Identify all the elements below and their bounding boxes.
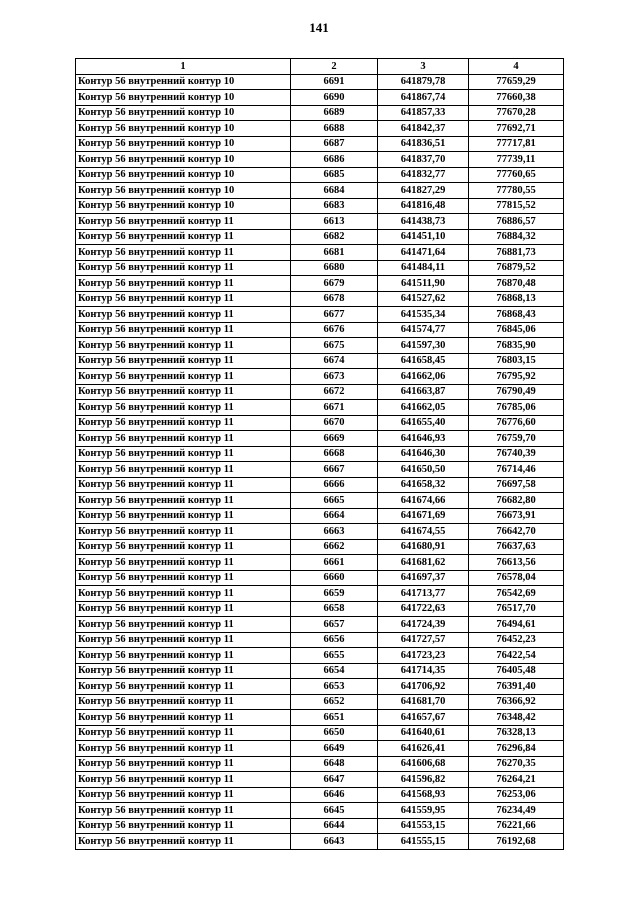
y-coordinate-cell: 76868,13	[469, 291, 564, 307]
point-number-cell: 6672	[291, 384, 378, 400]
point-number-cell: 6679	[291, 276, 378, 292]
table-row	[76, 291, 564, 307]
table-row	[76, 245, 564, 261]
table-row	[76, 601, 564, 617]
table-row	[76, 276, 564, 292]
x-coordinate-cell: 641626,41	[378, 741, 469, 757]
table-row	[76, 772, 564, 788]
y-coordinate-cell: 76405,48	[469, 663, 564, 679]
y-coordinate-cell: 76234,49	[469, 803, 564, 819]
contour-name-cell: Контур 56 внутренний контур 11	[76, 462, 291, 478]
contour-name-cell: Контур 56 внутренний контур 11	[76, 524, 291, 540]
point-number-cell: 6645	[291, 803, 378, 819]
point-number-cell: 6663	[291, 524, 378, 540]
coordinates-table	[75, 58, 564, 850]
contour-name-cell: Контур 56 внутренний контур 11	[76, 291, 291, 307]
contour-name-cell: Контур 56 внутренний контур 11	[76, 307, 291, 323]
y-coordinate-cell: 77660,38	[469, 90, 564, 106]
y-coordinate-cell: 76296,84	[469, 741, 564, 757]
x-coordinate-cell: 641597,30	[378, 338, 469, 354]
point-number-cell: 6666	[291, 477, 378, 493]
table-row	[76, 648, 564, 664]
point-number-cell: 6678	[291, 291, 378, 307]
table-row	[76, 493, 564, 509]
y-coordinate-cell: 76740,39	[469, 446, 564, 462]
contour-name-cell: Контур 56 внутренний контур 11	[76, 260, 291, 276]
contour-name-cell: Контур 56 внутренний контур 11	[76, 214, 291, 230]
contour-name-cell: Контур 56 внутренний контур 11	[76, 632, 291, 648]
contour-name-cell: Контур 56 внутренний контур 11	[76, 508, 291, 524]
point-number-cell: 6669	[291, 431, 378, 447]
point-number-cell: 6656	[291, 632, 378, 648]
contour-name-cell: Контур 56 внутренний контур 11	[76, 539, 291, 555]
table-row	[76, 229, 564, 245]
y-coordinate-cell: 76776,60	[469, 415, 564, 431]
x-coordinate-cell: 641816,48	[378, 198, 469, 214]
y-coordinate-cell: 76642,70	[469, 524, 564, 540]
point-number-cell: 6667	[291, 462, 378, 478]
point-number-cell: 6686	[291, 152, 378, 168]
y-coordinate-cell: 76795,92	[469, 369, 564, 385]
y-coordinate-cell: 76578,04	[469, 570, 564, 586]
point-number-cell: 6654	[291, 663, 378, 679]
contour-name-cell: Контур 56 внутренний контур 11	[76, 648, 291, 664]
x-coordinate-cell: 641438,73	[378, 214, 469, 230]
x-coordinate-cell: 641568,93	[378, 787, 469, 803]
point-number-cell: 6648	[291, 756, 378, 772]
point-number-cell: 6668	[291, 446, 378, 462]
table-row	[76, 353, 564, 369]
point-number-cell: 6659	[291, 586, 378, 602]
table-row	[76, 167, 564, 183]
table-row	[76, 539, 564, 555]
x-coordinate-cell: 641671,69	[378, 508, 469, 524]
contour-name-cell: Контур 56 внутренний контур 11	[76, 787, 291, 803]
contour-name-cell: Контур 56 внутренний контур 11	[76, 446, 291, 462]
table-row	[76, 338, 564, 354]
point-number-cell: 6662	[291, 539, 378, 555]
point-number-cell: 6683	[291, 198, 378, 214]
x-coordinate-cell: 641527,62	[378, 291, 469, 307]
table-row	[76, 307, 564, 323]
y-coordinate-cell: 77659,29	[469, 74, 564, 90]
table-row	[76, 198, 564, 214]
table-row	[76, 818, 564, 834]
table-row	[76, 415, 564, 431]
y-coordinate-cell: 76785,06	[469, 400, 564, 416]
x-coordinate-cell: 641484,11	[378, 260, 469, 276]
y-coordinate-cell: 76845,06	[469, 322, 564, 338]
contour-name-cell: Контур 56 внутренний контур 11	[76, 741, 291, 757]
contour-name-cell: Контур 56 внутренний контур 11	[76, 431, 291, 447]
point-number-cell: 6613	[291, 214, 378, 230]
table-row	[76, 586, 564, 602]
contour-name-cell: Контур 56 внутренний контур 11	[76, 415, 291, 431]
point-number-cell: 6652	[291, 694, 378, 710]
column-header-2: 2	[291, 59, 378, 75]
contour-name-cell: Контур 56 внутренний контур 11	[76, 834, 291, 850]
contour-name-cell: Контур 56 внутренний контур 10	[76, 183, 291, 199]
point-number-cell: 6681	[291, 245, 378, 261]
y-coordinate-cell: 76803,15	[469, 353, 564, 369]
table-row	[76, 741, 564, 757]
x-coordinate-cell: 641836,51	[378, 136, 469, 152]
x-coordinate-cell: 641722,63	[378, 601, 469, 617]
contour-name-cell: Контур 56 внутренний контур 10	[76, 152, 291, 168]
y-coordinate-cell: 76517,70	[469, 601, 564, 617]
y-coordinate-cell: 77815,52	[469, 198, 564, 214]
x-coordinate-cell: 641655,40	[378, 415, 469, 431]
point-number-cell: 6651	[291, 710, 378, 726]
x-coordinate-cell: 641640,61	[378, 725, 469, 741]
y-coordinate-cell: 76759,70	[469, 431, 564, 447]
contour-name-cell: Контур 56 внутренний контур 11	[76, 725, 291, 741]
table-row	[76, 183, 564, 199]
contour-name-cell: Контур 56 внутренний контур 11	[76, 276, 291, 292]
x-coordinate-cell: 641681,62	[378, 555, 469, 571]
contour-name-cell: Контур 56 внутренний контур 10	[76, 136, 291, 152]
contour-name-cell: Контур 56 внутренний контур 11	[76, 322, 291, 338]
y-coordinate-cell: 76494,61	[469, 617, 564, 633]
y-coordinate-cell: 76714,46	[469, 462, 564, 478]
x-coordinate-cell: 641535,34	[378, 307, 469, 323]
table-row	[76, 725, 564, 741]
y-coordinate-cell: 76253,06	[469, 787, 564, 803]
point-number-cell: 6661	[291, 555, 378, 571]
table-row	[76, 384, 564, 400]
y-coordinate-cell: 77670,28	[469, 105, 564, 121]
y-coordinate-cell: 77717,81	[469, 136, 564, 152]
column-header-4: 4	[469, 59, 564, 75]
x-coordinate-cell: 641606,68	[378, 756, 469, 772]
y-coordinate-cell: 77760,65	[469, 167, 564, 183]
x-coordinate-cell: 641596,82	[378, 772, 469, 788]
contour-name-cell: Контур 56 внутренний контур 11	[76, 338, 291, 354]
x-coordinate-cell: 641713,77	[378, 586, 469, 602]
contour-name-cell: Контур 56 внутренний контур 11	[76, 663, 291, 679]
x-coordinate-cell: 641857,33	[378, 105, 469, 121]
table-row	[76, 446, 564, 462]
x-coordinate-cell: 641511,90	[378, 276, 469, 292]
table-row	[76, 803, 564, 819]
x-coordinate-cell: 641574,77	[378, 322, 469, 338]
point-number-cell: 6691	[291, 74, 378, 90]
contour-name-cell: Контур 56 внутренний контур 11	[76, 679, 291, 695]
x-coordinate-cell: 641646,30	[378, 446, 469, 462]
contour-name-cell: Контур 56 внутренний контур 11	[76, 353, 291, 369]
contour-name-cell: Контур 56 внутренний контур 11	[76, 570, 291, 586]
x-coordinate-cell: 641832,77	[378, 167, 469, 183]
x-coordinate-cell: 641714,35	[378, 663, 469, 679]
contour-name-cell: Контур 56 внутренний контур 11	[76, 400, 291, 416]
y-coordinate-cell: 76264,21	[469, 772, 564, 788]
x-coordinate-cell: 641555,15	[378, 834, 469, 850]
y-coordinate-cell: 76613,56	[469, 555, 564, 571]
y-coordinate-cell: 76328,13	[469, 725, 564, 741]
x-coordinate-cell: 641681,70	[378, 694, 469, 710]
point-number-cell: 6685	[291, 167, 378, 183]
contour-name-cell: Контур 56 внутренний контур 11	[76, 555, 291, 571]
table-row	[76, 694, 564, 710]
table-row	[76, 400, 564, 416]
table-row	[76, 322, 564, 338]
table-row	[76, 462, 564, 478]
contour-name-cell: Контур 56 внутренний контур 10	[76, 90, 291, 106]
x-coordinate-cell: 641697,37	[378, 570, 469, 586]
point-number-cell: 6650	[291, 725, 378, 741]
table-row	[76, 431, 564, 447]
y-coordinate-cell: 76790,49	[469, 384, 564, 400]
table-row	[76, 524, 564, 540]
table-row	[76, 617, 564, 633]
y-coordinate-cell: 76881,73	[469, 245, 564, 261]
contour-name-cell: Контур 56 внутренний контур 11	[76, 245, 291, 261]
x-coordinate-cell: 641657,67	[378, 710, 469, 726]
x-coordinate-cell: 641727,57	[378, 632, 469, 648]
y-coordinate-cell: 76879,52	[469, 260, 564, 276]
table-row	[76, 74, 564, 90]
y-coordinate-cell: 76422,54	[469, 648, 564, 664]
contour-name-cell: Контур 56 внутренний контур 11	[76, 229, 291, 245]
y-coordinate-cell: 76348,42	[469, 710, 564, 726]
x-coordinate-cell: 641827,29	[378, 183, 469, 199]
contour-name-cell: Контур 56 внутренний контур 10	[76, 105, 291, 121]
y-coordinate-cell: 76391,40	[469, 679, 564, 695]
table-row	[76, 369, 564, 385]
x-coordinate-cell: 641650,50	[378, 462, 469, 478]
table-row	[76, 136, 564, 152]
contour-name-cell: Контур 56 внутренний контур 11	[76, 694, 291, 710]
y-coordinate-cell: 76835,90	[469, 338, 564, 354]
table-row	[76, 555, 564, 571]
contour-name-cell: Контур 56 внутренний контур 11	[76, 477, 291, 493]
point-number-cell: 6684	[291, 183, 378, 199]
y-coordinate-cell: 76682,80	[469, 493, 564, 509]
y-coordinate-cell: 77692,71	[469, 121, 564, 137]
table-row	[76, 260, 564, 276]
point-number-cell: 6658	[291, 601, 378, 617]
y-coordinate-cell: 77739,11	[469, 152, 564, 168]
contour-name-cell: Контур 56 внутренний контур 10	[76, 74, 291, 90]
x-coordinate-cell: 641658,32	[378, 477, 469, 493]
point-number-cell: 6689	[291, 105, 378, 121]
table-row	[76, 105, 564, 121]
contour-name-cell: Контур 56 внутренний контур 10	[76, 121, 291, 137]
contour-name-cell: Контур 56 внутренний контур 11	[76, 384, 291, 400]
y-coordinate-cell: 76270,35	[469, 756, 564, 772]
table-row	[76, 787, 564, 803]
x-coordinate-cell: 641471,64	[378, 245, 469, 261]
point-number-cell: 6673	[291, 369, 378, 385]
column-header-1: 1	[76, 59, 291, 75]
point-number-cell: 6643	[291, 834, 378, 850]
contour-name-cell: Контур 56 внутренний контур 11	[76, 369, 291, 385]
table-row	[76, 152, 564, 168]
x-coordinate-cell: 641724,39	[378, 617, 469, 633]
point-number-cell: 6688	[291, 121, 378, 137]
x-coordinate-cell: 641662,05	[378, 400, 469, 416]
x-coordinate-cell: 641559,95	[378, 803, 469, 819]
x-coordinate-cell: 641867,74	[378, 90, 469, 106]
point-number-cell: 6649	[291, 741, 378, 757]
point-number-cell: 6670	[291, 415, 378, 431]
x-coordinate-cell: 641658,45	[378, 353, 469, 369]
point-number-cell: 6674	[291, 353, 378, 369]
page-number: 141	[309, 20, 329, 35]
contour-name-cell: Контур 56 внутренний контур 11	[76, 601, 291, 617]
table-row	[76, 710, 564, 726]
contour-name-cell: Контур 56 внутренний контур 10	[76, 167, 291, 183]
contour-name-cell: Контур 56 внутренний контур 11	[76, 586, 291, 602]
point-number-cell: 6676	[291, 322, 378, 338]
y-coordinate-cell: 76884,32	[469, 229, 564, 245]
x-coordinate-cell: 641879,78	[378, 74, 469, 90]
point-number-cell: 6682	[291, 229, 378, 245]
contour-name-cell: Контур 56 внутренний контур 11	[76, 772, 291, 788]
x-coordinate-cell: 641646,93	[378, 431, 469, 447]
table-row	[76, 90, 564, 106]
point-number-cell: 6664	[291, 508, 378, 524]
point-number-cell: 6671	[291, 400, 378, 416]
point-number-cell: 6677	[291, 307, 378, 323]
column-header-3: 3	[378, 59, 469, 75]
point-number-cell: 6657	[291, 617, 378, 633]
point-number-cell: 6680	[291, 260, 378, 276]
x-coordinate-cell: 641723,23	[378, 648, 469, 664]
point-number-cell: 6653	[291, 679, 378, 695]
y-coordinate-cell: 76221,66	[469, 818, 564, 834]
table-row	[76, 121, 564, 137]
x-coordinate-cell: 641662,06	[378, 369, 469, 385]
table-row	[76, 214, 564, 230]
table-row	[76, 663, 564, 679]
y-coordinate-cell: 76542,69	[469, 586, 564, 602]
point-number-cell: 6646	[291, 787, 378, 803]
y-coordinate-cell: 76673,91	[469, 508, 564, 524]
table-row	[76, 756, 564, 772]
x-coordinate-cell: 641663,87	[378, 384, 469, 400]
point-number-cell: 6675	[291, 338, 378, 354]
point-number-cell: 6660	[291, 570, 378, 586]
table-body	[76, 74, 564, 849]
point-number-cell: 6665	[291, 493, 378, 509]
y-coordinate-cell: 76697,58	[469, 477, 564, 493]
y-coordinate-cell: 76886,57	[469, 214, 564, 230]
x-coordinate-cell: 641837,70	[378, 152, 469, 168]
x-coordinate-cell: 641674,66	[378, 493, 469, 509]
table-row	[76, 477, 564, 493]
contour-name-cell: Контур 56 внутренний контур 10	[76, 198, 291, 214]
contour-name-cell: Контур 56 внутренний контур 11	[76, 617, 291, 633]
table-row	[76, 570, 564, 586]
y-coordinate-cell: 76870,48	[469, 276, 564, 292]
point-number-cell: 6644	[291, 818, 378, 834]
table-header	[76, 59, 564, 75]
x-coordinate-cell: 641553,15	[378, 818, 469, 834]
contour-name-cell: Контур 56 внутренний контур 11	[76, 756, 291, 772]
point-number-cell: 6687	[291, 136, 378, 152]
x-coordinate-cell: 641451,10	[378, 229, 469, 245]
y-coordinate-cell: 76637,63	[469, 539, 564, 555]
table-row	[76, 834, 564, 850]
point-number-cell: 6690	[291, 90, 378, 106]
x-coordinate-cell: 641706,92	[378, 679, 469, 695]
contour-name-cell: Контур 56 внутренний контур 11	[76, 493, 291, 509]
x-coordinate-cell: 641842,37	[378, 121, 469, 137]
y-coordinate-cell: 76868,43	[469, 307, 564, 323]
point-number-cell: 6655	[291, 648, 378, 664]
contour-name-cell: Контур 56 внутренний контур 11	[76, 818, 291, 834]
y-coordinate-cell: 77780,55	[469, 183, 564, 199]
table-row	[76, 679, 564, 695]
y-coordinate-cell: 76192,68	[469, 834, 564, 850]
point-number-cell: 6647	[291, 772, 378, 788]
table-row	[76, 632, 564, 648]
x-coordinate-cell: 641674,55	[378, 524, 469, 540]
table-row	[76, 508, 564, 524]
contour-name-cell: Контур 56 внутренний контур 11	[76, 803, 291, 819]
header-row	[76, 59, 564, 75]
contour-name-cell: Контур 56 внутренний контур 11	[76, 710, 291, 726]
y-coordinate-cell: 76366,92	[469, 694, 564, 710]
x-coordinate-cell: 641680,91	[378, 539, 469, 555]
y-coordinate-cell: 76452,23	[469, 632, 564, 648]
